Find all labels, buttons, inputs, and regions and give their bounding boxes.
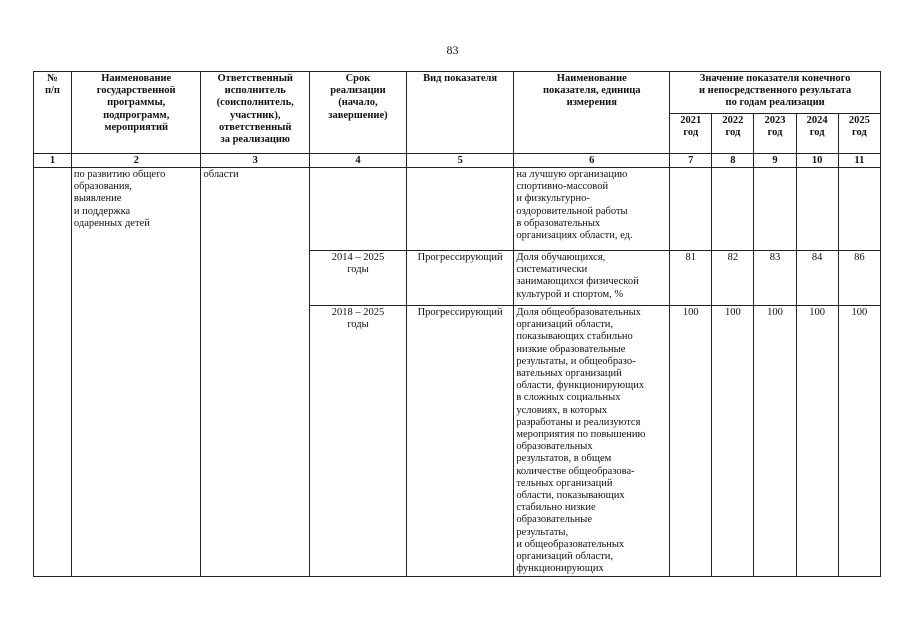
column-number: 8 bbox=[712, 154, 754, 168]
column-number: 2 bbox=[71, 154, 201, 168]
header-year: 2025 год bbox=[838, 114, 880, 154]
column-number-row bbox=[34, 154, 881, 168]
indicator-name-cell: Доля общеобразовательных организаций области, показывающих стабильно низкие образовательные результаты, и общеобразо- вательных организаций области, функционирующих в сложных социальных условиях, в которых разработаны и реализуются мероприятия по повышению образовательных результатов, в общем количестве общеобразова- тельных организаций области, показывающих стабильно низкие образовательные результаты, и общеобразовательных организаций области, функционирующих bbox=[514, 306, 670, 577]
header-indicator-name: Наименование показателя, единица измерения bbox=[514, 72, 670, 154]
value-cell: 82 bbox=[712, 251, 754, 306]
value-cell: 81 bbox=[670, 251, 712, 306]
value-cell: 86 bbox=[838, 251, 880, 306]
column-number: 11 bbox=[838, 154, 880, 168]
column-number: 5 bbox=[406, 154, 513, 168]
row-number-cell bbox=[34, 168, 72, 577]
term-cell bbox=[309, 168, 406, 251]
page-number: 83 bbox=[446, 43, 459, 57]
header-indicator-kind: Вид показателя bbox=[406, 72, 513, 154]
value-cell: 83 bbox=[754, 251, 796, 306]
value-cell bbox=[754, 168, 796, 251]
table-row bbox=[34, 168, 881, 251]
indicators-table bbox=[33, 71, 881, 577]
column-number: 9 bbox=[754, 154, 796, 168]
column-number: 7 bbox=[670, 154, 712, 168]
header-term: Срок реализации (начало, завершение) bbox=[309, 72, 406, 154]
column-number: 1 bbox=[34, 154, 72, 168]
value-cell: 84 bbox=[796, 251, 838, 306]
column-number: 4 bbox=[309, 154, 406, 168]
header-year: 2023 год bbox=[754, 114, 796, 154]
header-year: 2021 год bbox=[670, 114, 712, 154]
header-year: 2022 год bbox=[712, 114, 754, 154]
column-number: 10 bbox=[796, 154, 838, 168]
value-cell: 100 bbox=[796, 306, 838, 577]
column-number: 6 bbox=[514, 154, 670, 168]
value-cell bbox=[670, 168, 712, 251]
responsible-cell: области bbox=[201, 168, 310, 577]
header-number: № п/п bbox=[34, 72, 72, 154]
value-cell: 100 bbox=[838, 306, 880, 577]
header-year: 2024 год bbox=[796, 114, 838, 154]
indicator-name-cell: Доля обучающихся, систематически занимающихся физической культурой и спортом, % bbox=[514, 251, 670, 306]
header-responsible: Ответственный исполнитель (соисполнитель, участник), ответственный за реализацию bbox=[201, 72, 310, 154]
indicator-kind-cell: Прогрессирующий bbox=[406, 306, 513, 577]
column-number: 3 bbox=[201, 154, 310, 168]
indicator-kind-cell bbox=[406, 168, 513, 251]
term-cell: 2014 – 2025 годы bbox=[309, 251, 406, 306]
indicator-kind-cell: Прогрессирующий bbox=[406, 251, 513, 306]
header-program-name: Наименование государственной программы, подпрограмм, мероприятий bbox=[71, 72, 201, 154]
term-cell: 2018 – 2025 годы bbox=[309, 306, 406, 577]
indicator-name-cell: на лучшую организацию спортивно-массовой и физкультурно- оздоровительной работы в образовательных организациях области, ед. bbox=[514, 168, 670, 251]
value-cell: 100 bbox=[712, 306, 754, 577]
header-values-group: Значение показателя конечного и непосредственного результата по годам реализации bbox=[670, 72, 881, 114]
value-cell: 100 bbox=[670, 306, 712, 577]
value-cell: 100 bbox=[754, 306, 796, 577]
value-cell bbox=[838, 168, 880, 251]
program-name-cell: по развитию общего образования, выявление и поддержка одаренных детей bbox=[71, 168, 201, 577]
value-cell bbox=[796, 168, 838, 251]
value-cell bbox=[712, 168, 754, 251]
